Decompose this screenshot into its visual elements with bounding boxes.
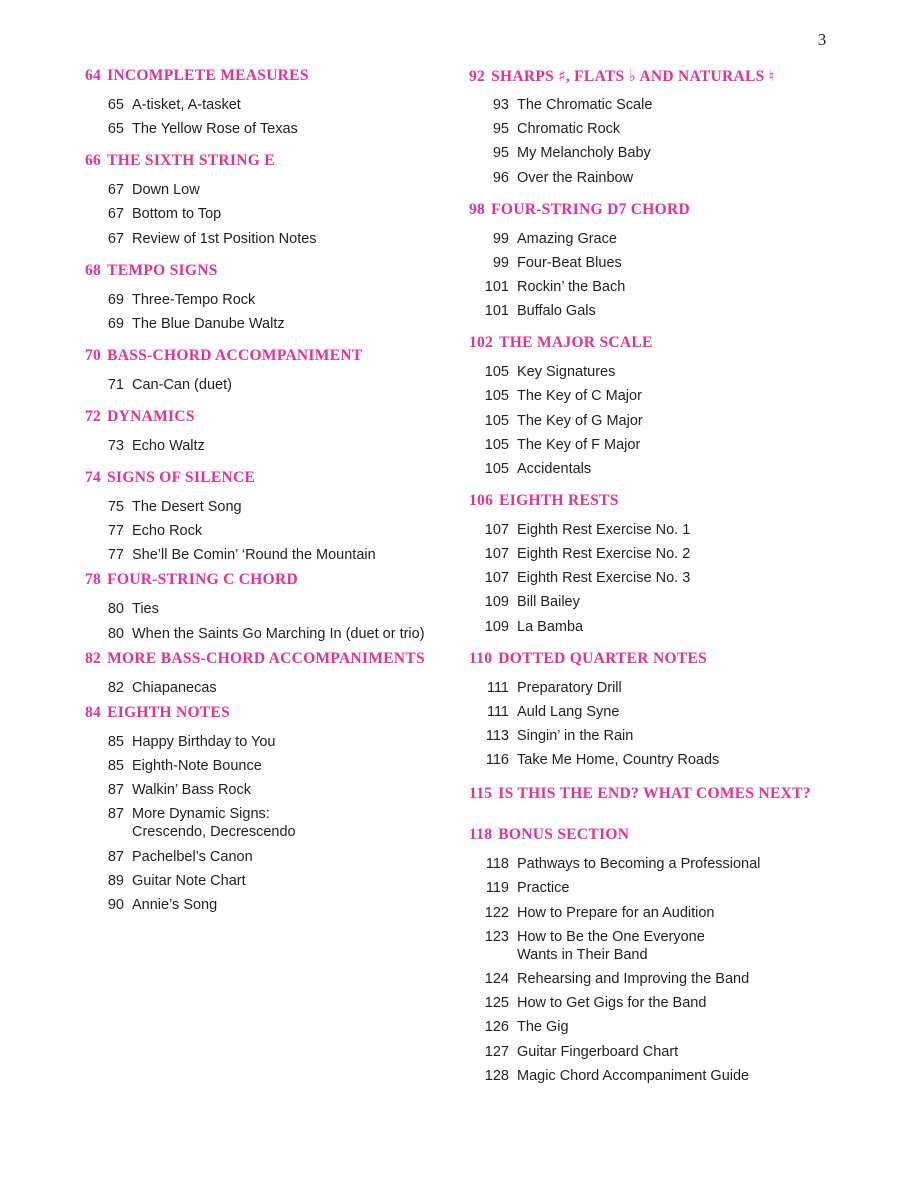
entry-title-line: Take Me Home, Country Roads [517, 752, 720, 769]
toc-entry[interactable] [469, 387, 879, 405]
entry-page-number: 69 [107, 315, 124, 332]
entry-page-number: 80 [107, 625, 124, 642]
entry-page-number: 105 [484, 388, 509, 405]
section-heading[interactable] [469, 491, 879, 515]
toc-section [85, 649, 455, 697]
entry-title-line: Eighth Rest Exercise No. 3 [517, 570, 691, 587]
entry-title-line: Echo Waltz [132, 437, 205, 454]
section-page-number: 84 [85, 703, 102, 721]
entry-title [517, 96, 652, 114]
entry-title [517, 928, 705, 964]
toc-section [85, 407, 455, 455]
entry-page-number: 113 [485, 728, 509, 744]
entry-page-number: 77 [107, 547, 124, 564]
entry-title [517, 521, 690, 539]
entry-title-line: The Chromatic Scale [517, 97, 653, 113]
entry-title [517, 679, 622, 697]
entry-page-number: 124 [484, 970, 509, 987]
entry-title-line: How to Prepare for an Audition [517, 904, 715, 921]
toc-section [469, 491, 879, 636]
entry-title-line: The Gig [517, 1019, 569, 1036]
entry-title-line: Happy Birthday to You [132, 733, 276, 750]
entry-title-line: More Dynamic Signs: [132, 806, 270, 823]
toc-entry[interactable] [85, 376, 455, 394]
toc-entry[interactable] [469, 1018, 879, 1036]
entry-title-line: Down Low [132, 182, 200, 199]
entry-page-number: 87 [107, 782, 124, 799]
entry-title [132, 600, 159, 618]
toc-section [85, 151, 455, 247]
section-title: THE MAJOR SCALE [499, 334, 653, 352]
entry-title [517, 436, 640, 454]
toc-entry[interactable] [469, 545, 879, 563]
toc-entry[interactable] [469, 855, 879, 873]
entry-title [517, 569, 690, 587]
toc-entry[interactable] [85, 896, 455, 914]
entry-page-number: 95 [492, 145, 509, 162]
toc-entry[interactable] [469, 96, 879, 114]
entry-page-number: 75 [107, 498, 124, 515]
entry-title-line: La Bamba [517, 618, 584, 635]
toc-entry[interactable] [469, 928, 879, 964]
entry-title-line: The Desert Song [132, 498, 242, 515]
entry-title [517, 169, 633, 187]
entry-title-line: The Yellow Rose of Texas [132, 121, 298, 138]
section-page-number: 68 [85, 261, 102, 279]
entry-title [132, 757, 262, 775]
entry-page-number: 65 [107, 97, 124, 113]
toc-entry[interactable] [85, 872, 455, 890]
toc-entry[interactable] [469, 1067, 879, 1085]
entry-page-number: 111 [486, 679, 509, 696]
toc-section [469, 784, 879, 808]
toc-entry[interactable] [469, 120, 879, 138]
entry-title [132, 96, 241, 114]
entry-title-line: Guitar Fingerboard Chart [517, 1043, 679, 1060]
entry-page-number: 80 [107, 601, 124, 618]
toc-section [469, 825, 879, 1085]
entry-title-line: Eighth Rest Exercise No. 1 [517, 521, 691, 538]
section-heading[interactable] [469, 784, 879, 808]
entry-title [517, 302, 596, 320]
entry-title-line: She’ll Be Comin’ ‘Round the Mountain [132, 547, 376, 564]
section-title: MORE BASS-CHORD ACCOMPANIMENTS [107, 649, 425, 667]
entry-page-number: 85 [107, 758, 124, 775]
entry-title [517, 593, 580, 611]
section-title: IS THIS THE END? WHAT COMES NEXT? [498, 785, 811, 803]
entry-title-line: Eighth-Note Bounce [132, 758, 262, 775]
entry-title [132, 230, 317, 248]
toc-entry[interactable] [85, 230, 455, 248]
entry-title-line: When the Saints Go Marching In (duet or trio) [132, 625, 425, 642]
entry-title-line: Chiapanecas [132, 679, 217, 696]
toc-section [469, 66, 879, 187]
toc-entry[interactable] [469, 1043, 879, 1061]
entry-page-number: 67 [107, 230, 124, 247]
section-title: DOTTED QUARTER NOTES [498, 649, 708, 667]
entry-title-line: A-tisket, A-tasket [132, 97, 241, 113]
section-title: THE SIXTH STRING E [107, 152, 275, 170]
entry-page-number: 90 [107, 897, 124, 913]
toc-section [85, 66, 455, 138]
section-page-number: 64 [85, 67, 102, 84]
section-title: DYNAMICS [107, 407, 195, 425]
entry-title [132, 181, 200, 199]
entry-title-line: Three-Tempo Rock [132, 291, 256, 308]
entry-title-line: Practice [517, 880, 570, 897]
entry-page-number: 105 [484, 460, 509, 477]
entry-title-line: Chromatic Rock [517, 121, 621, 138]
toc-entry[interactable] [469, 593, 879, 611]
toc-entry[interactable] [85, 522, 455, 540]
toc-entry[interactable] [469, 460, 879, 478]
toc-entry[interactable] [85, 291, 455, 309]
toc-entry[interactable] [469, 412, 879, 430]
toc-entry[interactable] [85, 781, 455, 799]
entry-title [517, 994, 706, 1012]
section-page-number: 98 [469, 200, 486, 218]
toc-entry[interactable] [85, 205, 455, 223]
entry-page-number: 95 [492, 121, 509, 138]
section-heading[interactable] [85, 66, 455, 90]
entry-page-number: 101 [484, 303, 509, 320]
toc-entry[interactable] [85, 120, 455, 138]
entry-page-number: 116 [485, 752, 509, 769]
section-page-number: 118 [469, 826, 493, 844]
toc-entry[interactable] [469, 703, 879, 721]
toc-entry[interactable] [469, 751, 879, 769]
section-title: BONUS SECTION [498, 826, 630, 844]
toc-section [85, 468, 455, 564]
section-page-number: 92 [469, 68, 486, 85]
entry-title [517, 727, 633, 745]
toc-entry[interactable] [469, 230, 879, 248]
toc-entry[interactable] [469, 521, 879, 539]
entry-title [517, 230, 617, 248]
toc-entry[interactable] [469, 302, 879, 320]
entry-page-number: 71 [107, 376, 124, 393]
toc-entry[interactable] [85, 600, 455, 618]
section-heading[interactable] [85, 570, 455, 594]
entry-title-line: Pachelbel’s Canon [132, 848, 253, 865]
entry-title-line: The Key of G Major [517, 412, 643, 429]
entry-page-number: 119 [485, 880, 509, 897]
entry-title-line: Over the Rainbow [517, 169, 634, 186]
section-page-number: 115 [469, 785, 493, 803]
entry-title [517, 1043, 678, 1061]
entry-page-number: 89 [107, 872, 124, 889]
entry-title-line: How to Get Gigs for the Band [517, 995, 707, 1012]
entry-page-number: 128 [484, 1067, 509, 1084]
entry-title-line: The Key of F Major [517, 436, 641, 453]
section-page-number: 106 [469, 491, 494, 509]
toc-entry[interactable] [469, 363, 879, 381]
toc-entry[interactable] [85, 733, 455, 751]
entry-title [517, 363, 615, 381]
entry-page-number: 101 [484, 278, 509, 295]
entry-page-number: 126 [484, 1019, 509, 1036]
entry-title [132, 848, 253, 866]
entry-title-line: The Blue Danube Waltz [132, 315, 285, 332]
entry-title-line: Can-Can (duet) [132, 376, 232, 393]
flat-symbol: ♭ [628, 67, 637, 85]
toc-entry[interactable] [85, 679, 455, 697]
section-heading[interactable] [85, 261, 455, 285]
entry-page-number: 82 [107, 679, 124, 696]
section-heading[interactable] [85, 151, 455, 175]
section-heading[interactable] [469, 200, 879, 224]
entry-title-line: Annie’s Song [132, 897, 218, 913]
toc-entry[interactable] [469, 169, 879, 187]
toc-entry[interactable] [85, 315, 455, 333]
entry-page-number: 99 [492, 230, 509, 247]
entry-page-number: 69 [107, 291, 124, 308]
section-page-number: 82 [85, 649, 102, 667]
entry-page-number: 107 [484, 546, 509, 563]
toc-entry[interactable] [85, 181, 455, 199]
section-title: EIGHTH RESTS [499, 491, 619, 509]
entry-page-number: 107 [484, 521, 509, 538]
entry-title [132, 872, 246, 890]
section-title-part: AND NATURALS [636, 68, 769, 85]
toc-entry[interactable] [469, 879, 879, 897]
entry-page-number: 96 [492, 169, 509, 186]
section-heading[interactable] [85, 468, 455, 492]
entry-page-number: 123 [484, 928, 509, 945]
section-title: FOUR-STRING C CHORD [107, 571, 298, 589]
entry-page-number: 109 [484, 618, 509, 635]
entry-title-line: Crescendo, Decrescendo [132, 824, 296, 841]
entry-title [517, 970, 749, 988]
entry-page-number: 99 [492, 254, 509, 271]
toc-entry[interactable] [469, 144, 879, 162]
entry-page-number: 67 [107, 182, 124, 199]
entry-page-number: 87 [107, 806, 124, 823]
entry-title-line: Review of 1st Position Notes [132, 230, 317, 247]
entry-title-line: Auld Lang Syne [517, 703, 620, 720]
entry-title [132, 625, 425, 643]
section-page-number: 66 [85, 152, 102, 170]
entry-title [517, 618, 583, 636]
entry-title [132, 498, 242, 516]
entry-title-line: Magic Chord Accompaniment Guide [517, 1067, 750, 1084]
entry-title [517, 460, 591, 478]
entry-page-number: 105 [484, 412, 509, 429]
entry-title-line: Rockin’ the Bach [517, 278, 626, 295]
section-page-number: 110 [469, 649, 493, 667]
entry-title [132, 546, 376, 564]
toc-entry[interactable] [85, 546, 455, 564]
entry-title-line: Guitar Note Chart [132, 872, 246, 889]
entry-title [517, 278, 625, 296]
entry-title [517, 1018, 569, 1036]
entry-page-number: 127 [484, 1043, 509, 1060]
toc-entry[interactable] [469, 727, 879, 745]
entry-page-number: 118 [485, 856, 509, 873]
entry-title-line: Four-Beat Blues [517, 254, 622, 271]
toc-entry[interactable] [469, 618, 879, 636]
entry-title [517, 879, 569, 897]
section-heading[interactable] [85, 703, 455, 727]
entry-title-line: Echo Rock [132, 522, 203, 539]
entry-page-number: 111 [486, 703, 509, 720]
toc-entry[interactable] [469, 904, 879, 922]
sharp-symbol: ♯ [558, 67, 566, 85]
entry-page-number: 105 [484, 364, 509, 381]
entry-title-line: Buffalo Gals [517, 303, 596, 320]
toc-left-column [85, 66, 455, 920]
entry-page-number: 67 [107, 206, 124, 223]
toc-entry[interactable] [469, 278, 879, 296]
entry-title-line: Wants in Their Band [517, 946, 648, 963]
toc-entry[interactable] [85, 96, 455, 114]
entry-page-number: 125 [484, 995, 509, 1012]
toc-entry[interactable] [85, 437, 455, 455]
entry-page-number: 77 [107, 522, 124, 539]
entry-title [517, 855, 760, 873]
section-title: TEMPO SIGNS [107, 261, 218, 279]
entry-title [132, 437, 205, 455]
section-heading[interactable] [469, 825, 879, 849]
toc-entry[interactable] [85, 757, 455, 775]
toc-section [85, 703, 455, 914]
toc-entry[interactable] [469, 970, 879, 988]
entry-title [132, 896, 217, 914]
entry-title-line: Ties [132, 601, 159, 618]
entry-title [132, 733, 276, 751]
entry-title [517, 751, 719, 769]
toc-entry[interactable] [469, 569, 879, 587]
entry-title [132, 205, 221, 223]
entry-title [132, 315, 285, 333]
entry-title [517, 387, 642, 405]
entry-title [132, 120, 298, 138]
entry-title [517, 1067, 749, 1085]
section-page-number: 72 [85, 407, 102, 425]
entry-title-line: Amazing Grace [517, 230, 617, 247]
section-title: INCOMPLETE MEASURES [107, 67, 309, 84]
page-number: 3 [817, 30, 827, 49]
section-page-number: 70 [85, 346, 102, 364]
toc-entry[interactable] [85, 625, 455, 643]
section-heading[interactable] [469, 333, 879, 357]
entry-title [517, 254, 622, 272]
entry-title-line: Bill Bailey [517, 594, 580, 611]
entry-title-line: Accidentals [517, 460, 592, 477]
entry-page-number: 109 [484, 594, 509, 611]
entry-title [517, 144, 651, 162]
section-heading[interactable] [469, 66, 879, 90]
natural-symbol: ♮ [768, 67, 775, 85]
section-heading[interactable] [85, 649, 455, 673]
entry-title-line: How to Be the One Everyone [517, 928, 705, 945]
toc-entry[interactable] [85, 805, 455, 841]
entry-title-line: The Key of C Major [517, 388, 642, 405]
section-title-part: SHARPS [491, 68, 559, 85]
entry-page-number: 87 [107, 848, 124, 865]
entry-title-line: Bottom to Top [132, 206, 222, 223]
entry-title-line: Preparatory Drill [517, 679, 622, 696]
entry-title [132, 522, 202, 540]
toc-section [85, 346, 455, 394]
section-page-number: 78 [85, 571, 102, 589]
toc-entry[interactable] [469, 254, 879, 272]
toc-section [469, 200, 879, 321]
entry-title-line: Singin’ in the Rain [517, 728, 634, 744]
section-title: SIGNS OF SILENCE [107, 468, 256, 486]
toc-entry[interactable] [85, 498, 455, 516]
toc-section [469, 333, 879, 478]
entry-page-number: 107 [484, 570, 509, 587]
toc-entry[interactable] [469, 436, 879, 454]
entry-page-number: 85 [107, 733, 124, 750]
section-page-number: 102 [469, 334, 494, 352]
toc-entry[interactable] [469, 994, 879, 1012]
entry-page-number: 65 [107, 121, 124, 138]
section-heading[interactable] [85, 346, 455, 370]
entry-title [517, 545, 690, 563]
section-title-part: , FLATS [565, 68, 629, 85]
toc-right-column [469, 66, 879, 1091]
section-heading[interactable] [85, 407, 455, 431]
toc-entry[interactable] [85, 848, 455, 866]
entry-title [132, 679, 217, 697]
entry-title-line: Rehearsing and Improving the Band [517, 970, 750, 987]
entry-page-number: 73 [107, 437, 124, 454]
entry-title-line: Eighth Rest Exercise No. 2 [517, 546, 691, 563]
entry-title [132, 376, 232, 394]
entry-title [132, 781, 251, 799]
section-heading[interactable] [469, 649, 879, 673]
section-title: FOUR-STRING D7 CHORD [491, 200, 691, 218]
entry-page-number: 122 [484, 904, 509, 921]
entry-title [517, 120, 620, 138]
entry-title-line: My Melancholy Baby [517, 145, 651, 162]
entry-title-line: Pathways to Becoming a Professional [517, 856, 761, 873]
entry-page-number: 93 [492, 97, 509, 113]
entry-title [517, 904, 714, 922]
toc-section [85, 261, 455, 333]
entry-title-line: Walkin’ Bass Rock [132, 782, 251, 799]
entry-title [517, 412, 643, 430]
entry-title [132, 805, 296, 841]
toc-entry[interactable] [469, 679, 879, 697]
entry-page-number: 105 [484, 436, 509, 453]
entry-title [132, 291, 255, 309]
section-page-number: 74 [85, 468, 102, 486]
entry-title [517, 703, 619, 721]
entry-title-line: Key Signatures [517, 364, 616, 381]
toc-section [469, 649, 879, 770]
section-title: EIGHTH NOTES [107, 703, 231, 721]
section-title: BASS-CHORD ACCOMPANIMENT [107, 346, 363, 364]
toc-section [85, 570, 455, 642]
